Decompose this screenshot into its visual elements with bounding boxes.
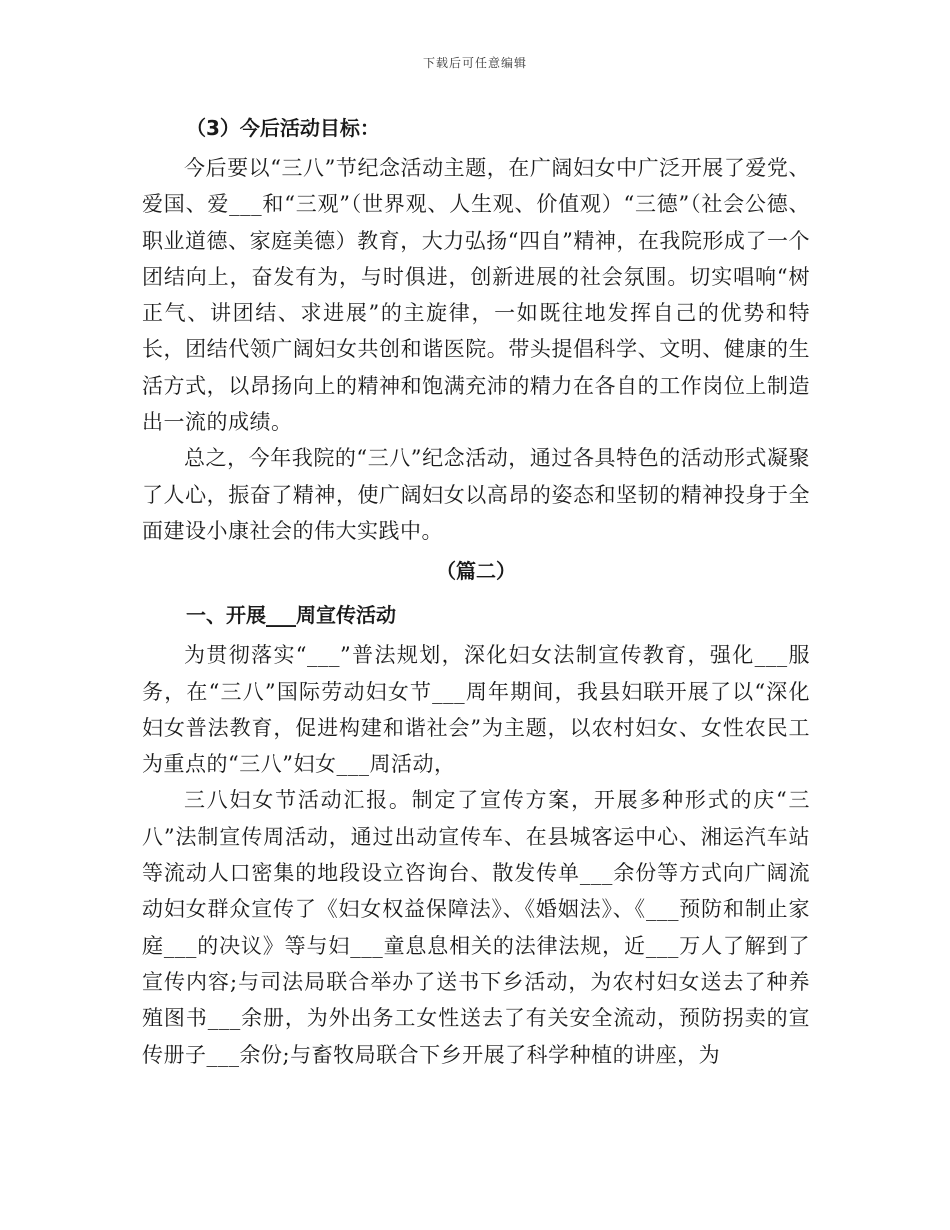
goal-paragraph: 今后要以“三八”节纪念活动主题，在广阔妇女中广泛开展了爱党、爱国、爱___和“三观”（世界观、人生观、价值观）“三德”（社会公德、职业道德、家庭美德）教育，大力弘扬“四自”精神，在我院形成了一个团结向上，奋发有为，与时俱进，创新进展的社会氛围。切实唱响“树正气、讲团结、求进展”的主旋律，一如既往地发挥自己的优势和特长，团结代领广阔妇女共创和谐医院。带头提倡科学、文明、健康的生活方式，以昂扬向上的精神和饱满充沛的精力在各自的工作岗位上制造出一流的成绩。 <box>142 156 810 435</box>
document-body <box>142 106 810 1073</box>
part-two-title: （篇二） <box>436 559 516 584</box>
section-one-heading: 一、开展___周宣传活动 <box>186 603 396 628</box>
section-one-paragraph-2: 三八妇女节活动汇报。制定了宣传方案，开展多种形式的庆“三八”法制宣传周活动，通过出动宣传车、在县城客运中心、湘运汽车站等流动人口密集的地段设立咨询台、散发传单___余份等方式向广阔流动妇女群众宣传了《妇女权益保障法》、《婚姻法》、《___预防和制止家庭___的决议》等与妇___童息息相关的法律法规，近___万人了解到了宣传内容;与司法局联合举办了送书下乡活动，为农村妇女送去了种养殖图书___余册，为外出务工女性送去了有关安全流动，预防拐卖的宣传册子___余份;与畜牧局联合下乡开展了科学种植的讲座，为 <box>142 788 810 1067</box>
section-one-paragraph-1: 为贯彻落实“___”普法规划，深化妇女法制宣传教育，强化___服务，在“三八”国际劳动妇女节___周年期间，我县妇联开展了以“深化妇女普法教育，促进构建和谐社会”为主题，以农村妇女、女性农民工为重点的“三八”妇女___周活动， <box>142 643 810 777</box>
page-header: 下载后可任意编辑 <box>422 56 527 70</box>
goal-heading: （3）今后活动目标： <box>186 116 380 140</box>
summary-paragraph: 总之，今年我院的“三八”纪念活动，通过各具特色的活动形式凝聚了人心，振奋了精神，使广阔妇女以高昂的姿态和坚韧的精神投身于全面建设小康社会的伟大实践中。 <box>142 446 810 543</box>
